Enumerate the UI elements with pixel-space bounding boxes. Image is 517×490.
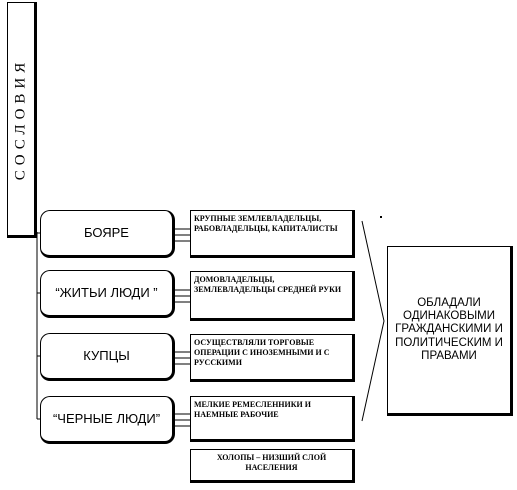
rights-box: [387, 246, 513, 416]
estate-box-zhitii: [40, 270, 175, 318]
lowest-layer-text: ХОЛОПЫ – НИЗШИЙ СЛОЙ НАСЕЛЕНИЯ: [216, 453, 327, 472]
description-text: ДОМОВЛАДЕЛЬЦЫ, ЗЕМЛЕВЛАДЕЛЬЦЫ СРЕДНЕЙ РУКИ: [194, 275, 342, 294]
estate-label: “ЖИТЬИ ЛЮДИ ”: [55, 285, 158, 301]
triple-connector-chernye: [175, 414, 190, 426]
rights-text: ОБЛАДАЛИ ОДИНАКОВЫМИ ГРАЖДАНСКИМИ И ПОЛИТИЧЕСКИМ И ПРАВАМИ: [395, 296, 503, 362]
estates-header-title: СОСЛОВИЯ: [12, 57, 29, 181]
description-text: КРУПНЫЕ ЗЕМЛЕВЛАДЕЛЬЦЫ, РАБОВЛАДЕЛЬЦЫ, КАПИТАЛИСТЫ: [194, 214, 338, 233]
estate-box-chernye: [40, 396, 175, 444]
description-box-kuptsy: [190, 334, 355, 382]
estate-label: БОЯРЕ: [84, 225, 129, 241]
lowest-layer-box: [190, 449, 355, 483]
estates-header-box: [7, 2, 37, 238]
estate-box-boyare: [40, 210, 175, 258]
description-text: МЕЛКИЕ РЕМЕСЛЕННИКИ И НАЕМНЫЕ РАБОЧИЕ: [194, 400, 311, 419]
estate-label: “ЧЕРНЫЕ ЛЮДИ”: [52, 411, 161, 427]
description-box-zhitii: [190, 271, 355, 321]
description-box-chernye: [190, 396, 355, 442]
triple-connector-boyare: [175, 229, 190, 241]
estate-box-kuptsy: [40, 333, 175, 381]
chevron-arrow: [362, 221, 384, 421]
estate-label: КУПЦЫ: [83, 348, 130, 364]
triple-connector-zhitii: [175, 290, 190, 302]
triple-connector-kuptsy: [175, 352, 190, 364]
description-box-boyare: [190, 210, 355, 258]
marker-dot: [380, 216, 382, 218]
description-text: ОСУЩЕСТВЛЯЛИ ТОРГОВЫЕ ОПЕРАЦИИ С ИНОЗЕМНЫМИ И С РУССКИМИ: [194, 338, 330, 367]
